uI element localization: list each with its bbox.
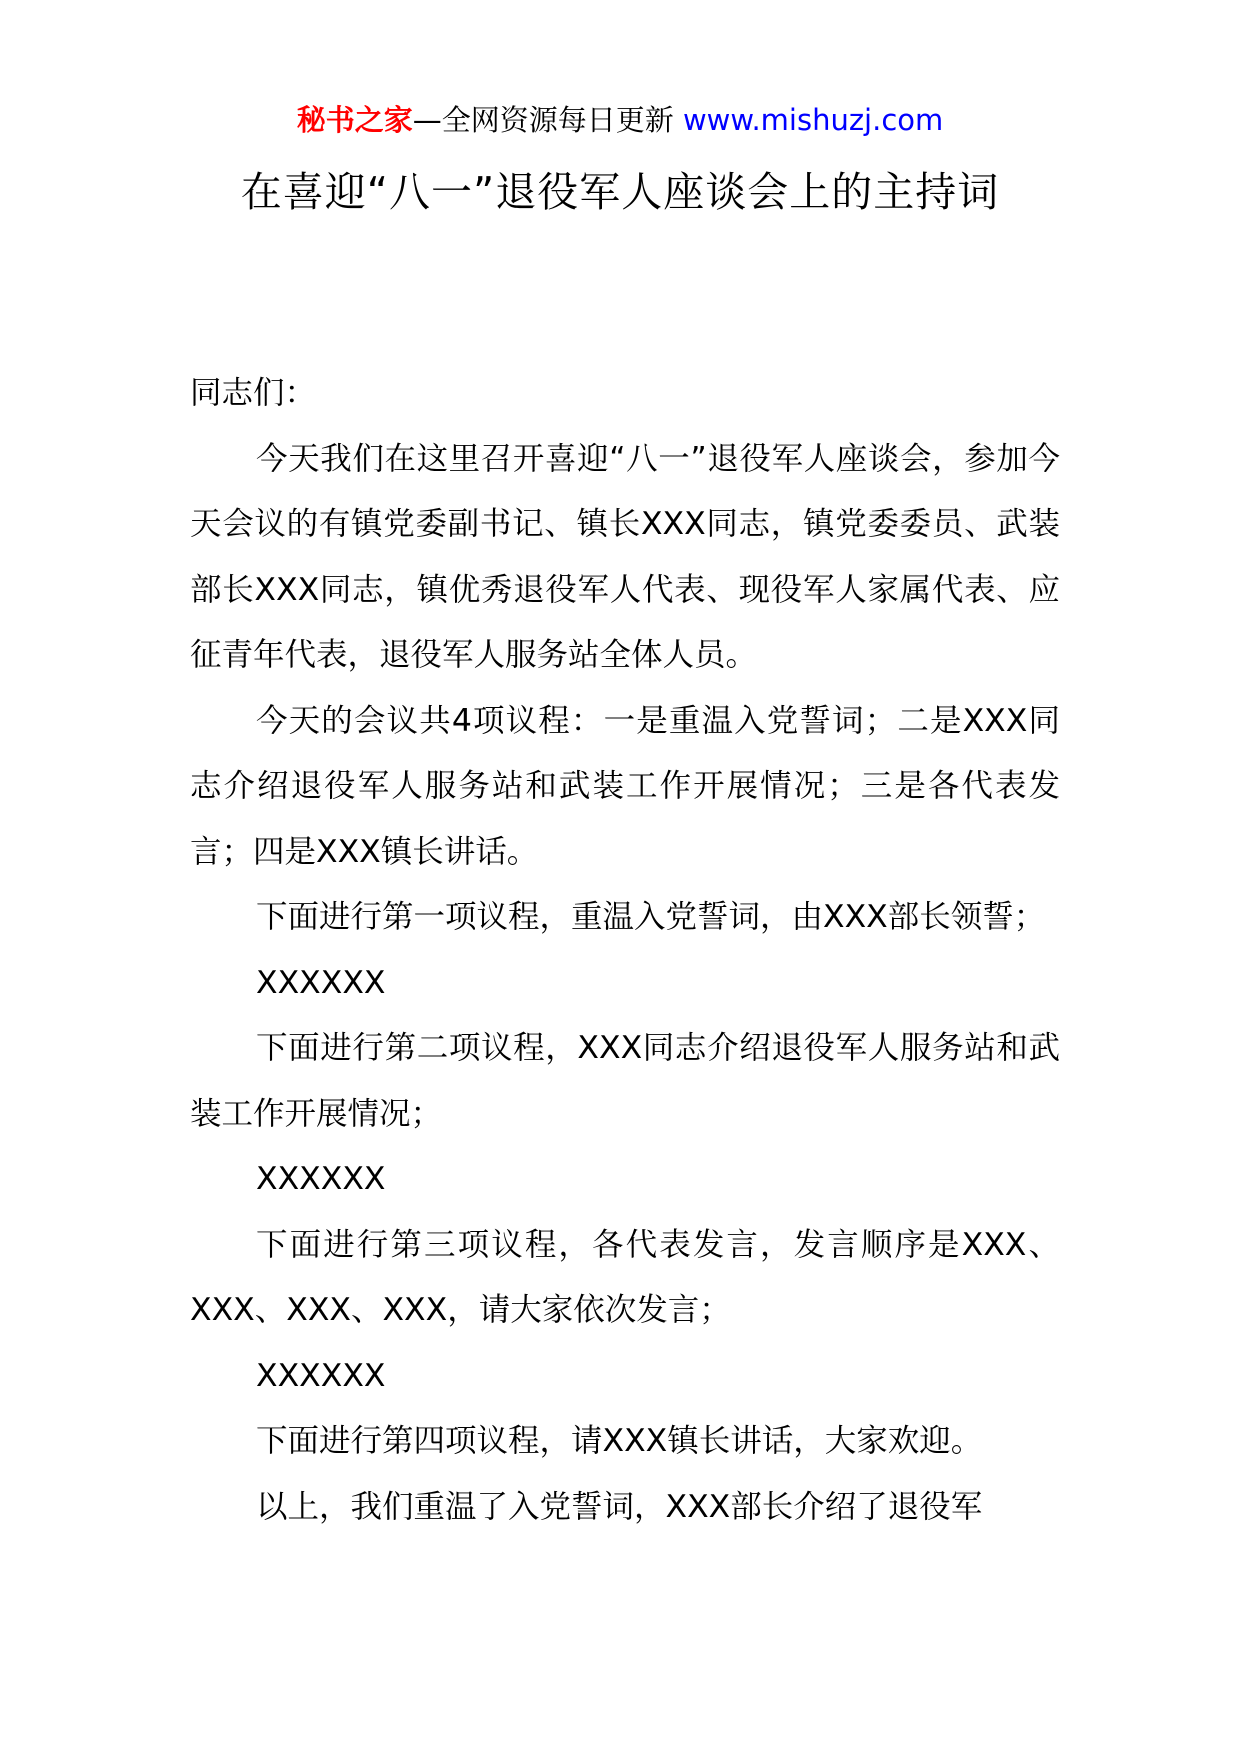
site-tagline: —全网资源每日更新 xyxy=(412,103,683,137)
paragraph: 下面进行第三项议程，各代表发言，发言顺序是XXX、XXX、XXX、XXX，请大家依次发言； xyxy=(190,1226,1060,1328)
paragraph: 以上，我们重温了入党誓词，XXX部长介绍了退役军 xyxy=(256,1488,983,1525)
site-brand: 秘书之家 xyxy=(296,103,413,137)
site-header xyxy=(0,100,1240,140)
paragraph: 下面进行第一项议程，重温入党誓词，由XXX部长领誓； xyxy=(256,899,1046,935)
document-body xyxy=(190,361,1060,1540)
site-url-link[interactable]: www.mishuzj.com xyxy=(682,103,944,137)
paragraph: XXXXXX xyxy=(256,1357,386,1394)
document-title: 在喜迎“八一”退役军人座谈会上的主持词 xyxy=(240,168,1000,216)
paragraph: XXXXXX xyxy=(256,1161,386,1197)
salutation: 同志们： xyxy=(190,375,317,411)
paragraph: XXXXXX xyxy=(256,964,386,1001)
paragraph: 下面进行第四项议程，请XXX镇长讲话，大家欢迎。 xyxy=(256,1423,983,1459)
paragraph: 今天的会议共4项议程：一是重温入党誓词；二是XXX同志介绍退役军人服务站和武装工作开展情况；三是各代表发言；四是XXX镇长讲话。 xyxy=(190,702,1060,870)
paragraph: 下面进行第二项议程，XXX同志介绍退役军人服务站和武装工作开展情况； xyxy=(190,1030,1060,1132)
paragraph: 今天我们在这里召开喜迎“八一”退役军人座谈会，参加今天会议的有镇党委副书记、镇长XXX同志，镇党委委员、武装部长XXX同志，镇优秀退役军人代表、现役军人家属代表、应征青年代表，退役军人服务站全体人员。 xyxy=(190,440,1060,673)
